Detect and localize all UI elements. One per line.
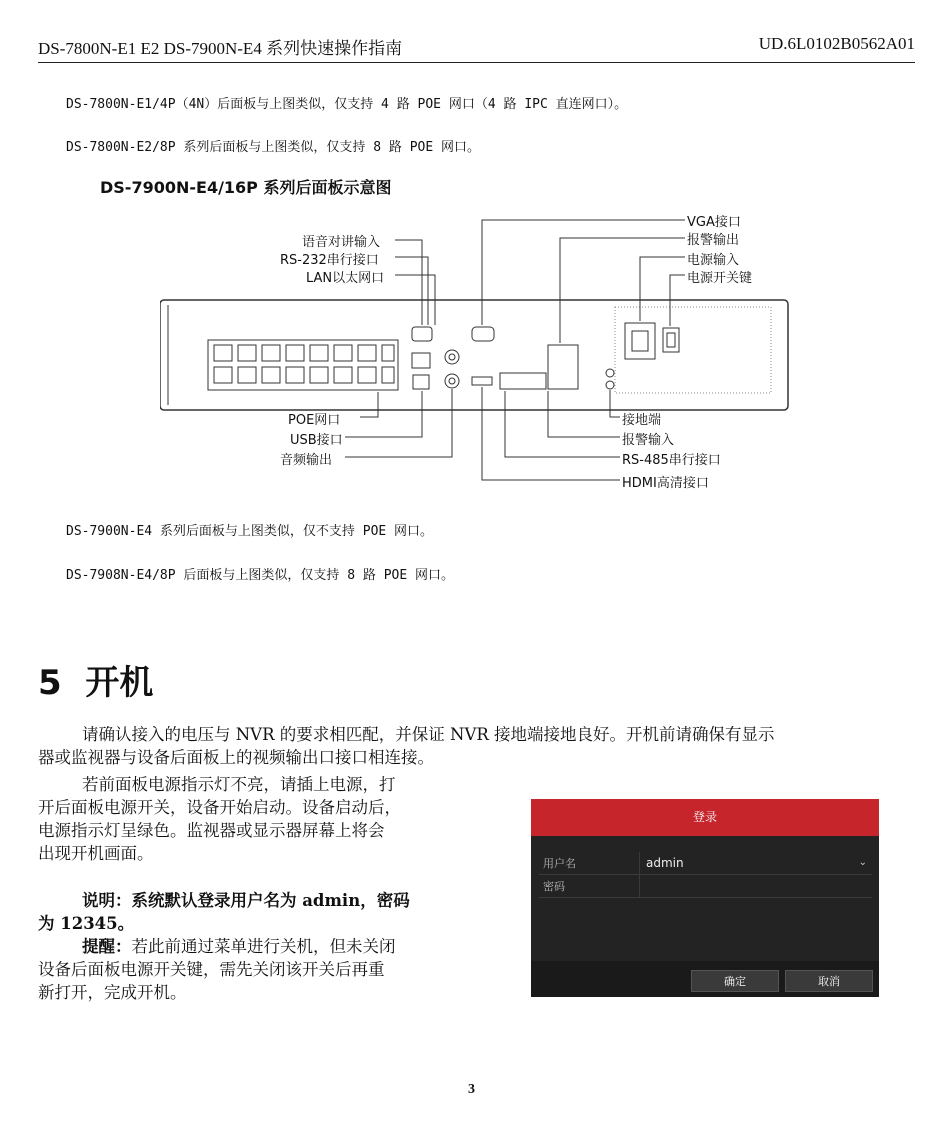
username-select[interactable] (639, 852, 871, 874)
password-label: 密码 (543, 880, 565, 893)
tip-label: 提醒： (82, 937, 132, 956)
ok-button[interactable]: 确定 (691, 970, 779, 992)
username-value: admin (646, 856, 684, 870)
login-dialog (531, 799, 879, 997)
body-p2-line1: 若前面板电源指示灯不亮，请插上电源，打 (82, 775, 396, 794)
password-row (539, 875, 872, 898)
label-lan: LAN以太网口 (306, 271, 385, 286)
para-e1: DS-7800N-E1/4P（4N）后面板与上图类似，仅支持 4 路 POE 网口（4 路 IPC 直连网口）。 (66, 97, 628, 112)
label-usb: USB接口 (290, 433, 343, 448)
label-ground: 接地端 (622, 413, 662, 428)
tip-line1 (82, 935, 396, 958)
username-row (539, 852, 872, 875)
para-e4-8p: DS-7908N-E4/8P 后面板与上图类似，仅支持 8 路 POE 网口。 (66, 568, 455, 583)
chevron-down-icon: ⌄ (858, 857, 867, 868)
username-label: 用户名 (543, 857, 576, 870)
poe-ports (214, 345, 394, 383)
body-p1-line2: 器或监视器与设备后面板上的视频输出口接口相连接。 (38, 748, 434, 767)
label-hdmi: HDMI高清接口 (622, 476, 709, 491)
label-power-in: 电源输入 (687, 253, 740, 268)
figure-title: DS-7900N-E4/16P 系列后面板示意图 (100, 178, 392, 197)
label-vga: VGA接口 (687, 215, 741, 230)
tip-line3: 新打开，完成开机。 (38, 983, 187, 1002)
label-alarm-out: 报警输出 (687, 233, 740, 248)
label-poe: POE网口 (288, 413, 341, 428)
tip-text: 若此前通过菜单进行关机，但未关闭 (131, 937, 396, 956)
label-rs232: RS-232串行接口 (280, 253, 379, 268)
body-p2-line3: 电源指示灯呈绿色。监视器或显示器屏幕上将会 (38, 821, 385, 840)
label-audio-talk: 语音对讲输入 (302, 235, 381, 250)
section-number: 5 (38, 663, 62, 703)
header-doc-id: UD.6L0102B0562A01 (758, 34, 915, 53)
body-p1-line1: 请确认接入的电压与 NVR 的要求相匹配，并保证 NVR 接地端接地良好。开机前请确保有显示 (82, 725, 775, 744)
password-input[interactable] (639, 875, 871, 897)
section-heading (38, 655, 153, 704)
body-p2-line2: 开后面板电源开关，设备开始启动。设备启动后， (38, 798, 401, 817)
section-title: 开机 (85, 663, 154, 703)
tip-line2: 设备后面板电源开关键，需先关闭该开关后再重 (38, 960, 385, 979)
login-title: 登录 (531, 799, 879, 836)
login-footer (531, 961, 879, 997)
note-line2: 为 12345。 (38, 914, 135, 933)
rear-panel-diagram (160, 205, 790, 495)
label-audio-out: 音频输出 (280, 453, 333, 468)
header-title: DS-7800N-E1 E2 DS-7900N-E4 系列快速操作指南 (38, 39, 403, 58)
label-alarm-in: 报警输入 (622, 433, 675, 448)
label-power-switch: 电源开关键 (687, 271, 753, 286)
cancel-button[interactable]: 取消 (785, 970, 873, 992)
para-e2: DS-7800N-E2/8P 系列后面板与上图类似，仅支持 8 路 POE 网口。 (66, 140, 481, 155)
para-e4: DS-7900N-E4 系列后面板与上图类似，仅不支持 POE 网口。 (66, 524, 434, 539)
page-header (38, 30, 915, 63)
body-p2-line4: 出现开机画面。 (38, 844, 154, 863)
note-line1: 说明：系统默认登录用户名为 admin，密码 (82, 891, 410, 910)
label-rs485: RS-485串行接口 (622, 453, 721, 468)
login-form (531, 836, 879, 961)
page-number: 3 (468, 1082, 475, 1097)
